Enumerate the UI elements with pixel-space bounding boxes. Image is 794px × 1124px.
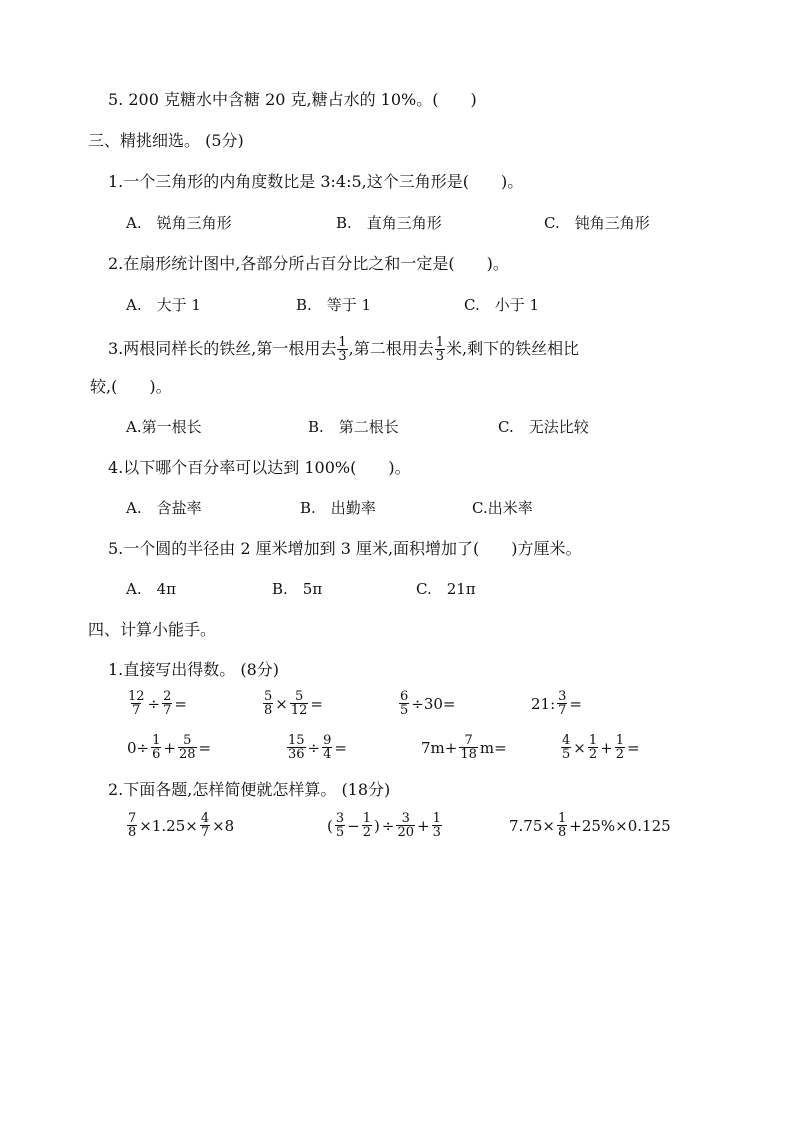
calc-expression-8: $\frac{4}{5}$ × $\frac{1}{2}$ + $\frac{1}{2}$ = [562,733,640,762]
q4-option-a: A. 含盐率 [126,499,202,517]
q3-text-part3: 米,剩下的铁丝相比 [446,339,580,358]
mc-question-3 [108,332,579,366]
section-3-title: 三、精挑细选。 (5分) [88,131,244,150]
mc-question-5: 5.一个圆的半径由 2 厘米增加到 3 厘米,面积增加了( )方厘米。 [108,539,582,558]
q3-option-c: C. 无法比较 [498,418,589,436]
q3-text-line2: 较,( )。 [90,377,172,396]
simplify-expression-1: $\frac{7}{8}$ ×1.25× $\frac{4}{7}$ ×8 [128,811,235,840]
q5-option-c: C. 21π [416,580,476,598]
q3-fraction-2: $\frac{1}{3}$ [435,334,445,364]
calc-expression-6: $\frac{15}{36}$ ÷ $\frac{9}{4}$ = [288,733,347,762]
simplify-expression-3: 7.75× $\frac{1}{8}$ +25%×0.125 [509,811,671,840]
q5-option-b: B. 5π [272,580,323,598]
q1-option-a: A. 锐角三角形 [126,214,232,232]
calc-expression-2: $\frac{5}{8}$ × $\frac{5}{12}$ = [264,689,323,718]
q4-option-b: B. 出勤率 [300,499,376,517]
calc-part-1-title: 1.直接写出得数。 (8分) [108,660,280,679]
mc-question-4: 4.以下哪个百分率可以达到 100%( )。 [108,458,411,477]
q3-fraction-1: $\frac{1}{3}$ [338,334,347,364]
q1-option-b: B. 直角三角形 [336,214,442,232]
simplify-expression-2: ( $\frac{3}{5}$ − $\frac{1}{2}$ ) ÷ $\frac{3}{20}$ + $\frac{1}{3}$ [327,811,441,840]
q3-text-part1: 3.两根同样长的铁丝,第一根用去 [108,339,337,358]
judge-question-5: 5. 200 克糖水中含糖 20 克,糖占水的 10%。( ) [108,90,477,109]
calc-part-2-title: 2.下面各题,怎样简便就怎样算。 (18分) [108,780,391,799]
calc-expression-5: 0÷ $\frac{1}{6}$ + $\frac{5}{28}$ = [127,733,212,762]
q3-option-b: B. 第二根长 [308,418,399,436]
q3-text-part2: ,第二根用去 [348,339,434,358]
q2-option-a: A. 大于 1 [126,296,201,314]
q1-option-c: C. 钝角三角形 [544,214,650,232]
q2-option-b: B. 等于 1 [296,296,372,314]
calc-expression-1: $\frac{12}{7}$ ÷ $\frac{2}{7}$ = [128,689,187,718]
calc-expression-3: $\frac{6}{5}$ ÷30= [400,689,456,718]
q4-option-c: C.出米率 [472,499,533,517]
q5-option-a: A. 4π [126,580,177,598]
q3-option-a: A.第一根长 [126,418,202,436]
q2-option-c: C. 小于 1 [464,296,540,314]
mc-question-1: 1.一个三角形的内角度数比是 3:4:5,这个三角形是( )。 [108,172,524,191]
mc-question-2: 2.在扇形统计图中,各部分所占百分比之和一定是( )。 [108,254,509,273]
calc-expression-4: 21: $\frac{3}{7}$ = [531,689,582,718]
calc-expression-7: 7m+ $\frac{7}{18}$ m= [421,733,507,762]
section-4-title: 四、计算小能手。 [88,620,217,639]
